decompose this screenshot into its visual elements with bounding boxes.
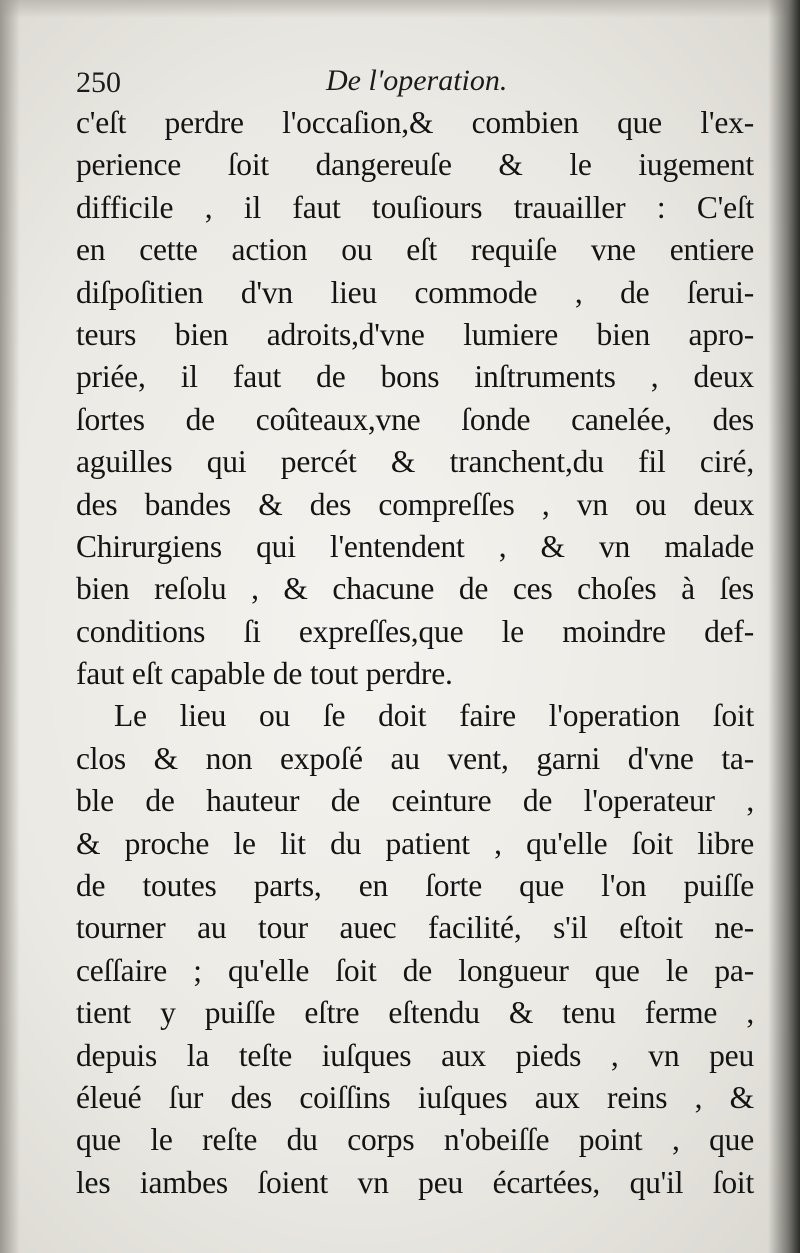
- text-line: bien reſolu , & chacune de ces choſes à ſes: [76, 571, 754, 607]
- text-line: ceſſaire ; qu'elle ſoit de longueur que le pa-: [76, 952, 754, 988]
- page-top-shadow: [0, 0, 800, 18]
- text-line: de toutes parts, en ſorte que l'on puiſſe: [76, 868, 754, 904]
- text-line: ſortes de coûteaux,vne ſonde canelée, des: [76, 401, 754, 437]
- paragraph-end-line: faut eſt capable de tout perdre.: [76, 656, 453, 692]
- page-left-shadow: [0, 0, 20, 1253]
- text-line: aguilles qui percét & tranchent,du fil ciré,: [76, 444, 754, 480]
- running-head: [76, 58, 756, 104]
- text-line: clos & non expoſé au vent, garni d'vne ta-: [76, 740, 754, 776]
- page-number: 250: [76, 66, 121, 99]
- text-line: tourner au tour auec facilité, s'il eſtoit ne-: [76, 910, 754, 946]
- text-line: conditions ſi expreſſes,que le moindre def-: [76, 613, 754, 649]
- text-line: ble de hauteur de ceinture de l'operateur ,: [76, 783, 754, 819]
- page-gutter-shadow: [768, 0, 800, 1253]
- text-line: Chirurgiens qui l'entendent , & vn malade: [76, 528, 754, 564]
- text-line: priée, il faut de bons inſtruments , deux: [76, 359, 754, 395]
- text-line: en cette action ou eſt requiſe vne entiere: [76, 232, 754, 268]
- text-line: c'eſt perdre l'occaſion,& combien que l'ex-: [76, 105, 754, 140]
- text-line: des bandes & des compreſſes , vn ou deux: [76, 486, 754, 522]
- paragraph-start-line: Le lieu ou ſe doit faire l'operation ſoit: [114, 698, 754, 734]
- text-line: que le reſte du corps n'obeiſſe point , que: [76, 1122, 754, 1158]
- body-text: [76, 102, 754, 1204]
- text-line: & proche le lit du patient , qu'elle ſoit libre: [76, 825, 754, 861]
- running-title: De l'operation.: [326, 64, 508, 97]
- text-line: les iambes ſoient vn peu écartées, qu'il ſoit: [76, 1164, 754, 1200]
- text-line: depuis la teſte iuſques aux pieds , vn peu: [76, 1037, 754, 1073]
- text-line: diſpoſitien d'vn lieu commode , de ſerui-: [76, 274, 754, 310]
- text-line: difficile , il faut touſiours trauailler : C'eſt: [76, 189, 754, 225]
- text-line: tient y puiſſe eſtre eſtendu & tenu ferme ,: [76, 995, 754, 1031]
- text-line: perience ſoit dangereuſe & le iugement: [76, 147, 754, 183]
- text-line: teurs bien adroits,d'vne lumiere bien apro-: [76, 316, 754, 352]
- text-line: éleué ſur des coiſſins iuſques aux reins , &: [76, 1079, 754, 1115]
